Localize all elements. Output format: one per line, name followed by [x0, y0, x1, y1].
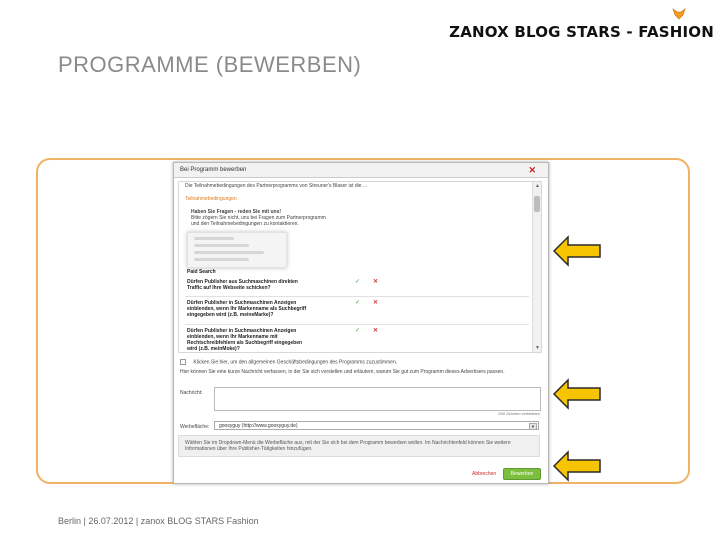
check-icon: ✓	[355, 328, 361, 334]
terms-link[interactable]: Teilnahmebedingungen	[185, 196, 237, 202]
brand-logo: ZANOX BLOG STARS - FASHION	[449, 23, 714, 41]
agree-checkbox[interactable]	[180, 359, 186, 365]
scroll-thumb[interactable]	[534, 196, 540, 212]
hint-box: Wählen Sie im Dropdown-Menü die Werbefläche aus, mit der Sie sich bei dem Programm bewerben wollen. Im Nachrichtenfeld können Sie weitere Informationen über Ihre Publisher-Tätigkeiten hinzufügen.	[178, 435, 540, 457]
terms-scroll-area[interactable]	[178, 181, 542, 353]
check-icon: ✓	[355, 279, 361, 285]
question-line: einblenden, wenn Ihr Markenname als Suchbegriff	[187, 306, 307, 312]
faq-block	[191, 209, 326, 227]
message-label: Nachricht:	[180, 390, 203, 396]
dialog-header	[174, 163, 548, 178]
dialog-title: Bei Programm bewerben	[180, 167, 247, 173]
chevron-down-icon[interactable]: ▼	[529, 423, 537, 430]
page-title: PROGRAMME (BEWERBEN)	[58, 52, 362, 77]
fox-head-icon	[672, 8, 686, 20]
close-icon[interactable]: ✕	[528, 165, 536, 175]
left-arrow-icon	[552, 377, 602, 411]
scrollbar[interactable]	[532, 182, 541, 352]
question-line: eingegeben wird (z.B. meineMarke)?	[187, 312, 274, 318]
apply-program-dialog	[173, 162, 549, 484]
cross-icon: ✕	[373, 300, 379, 306]
apply-button[interactable]: Bewerben	[503, 468, 541, 480]
cancel-link[interactable]: Abbrechen	[472, 471, 497, 477]
question-line: Traffic auf Ihre Webseite schicken?	[187, 285, 271, 291]
agree-terms-row	[180, 359, 397, 365]
section-title: Paid Search	[187, 269, 216, 275]
faq-line: Bitte zögern Sie nicht, uns bei Fragen zum Partnerprogramm	[191, 215, 326, 221]
question-line: Dürfen Publisher aus Suchmaschinen direkten	[187, 279, 298, 285]
left-arrow-icon	[552, 234, 602, 268]
message-textarea[interactable]	[214, 387, 541, 411]
adspace-selected: goosyguy (http://www.goosyguy.de)	[219, 423, 298, 429]
scroll-up-icon[interactable]: ▲	[535, 183, 540, 189]
contact-card-blurred	[187, 232, 287, 268]
faq-line: und den Teilnahmebedingungen zu kontaktieren.	[191, 221, 299, 227]
agree-label: Klicken Sie hier, um den allgemeinen Geschäftsbedingungen des Programms zuzustimmen.	[193, 359, 398, 366]
question-line: Dürfen Publisher in Suchmaschinen Anzeigen	[187, 328, 297, 334]
scroll-down-icon[interactable]: ▼	[535, 345, 540, 351]
question-line: Dürfen Publisher in Suchmaschinen Anzeigen	[187, 300, 297, 306]
faq-title: Haben Sie Fragen - reden Sie mit uns!	[191, 209, 282, 215]
message-intro: Hier können Sie eine kurze Nachricht verfassen, in der Sie sich vorstellen und erläutern, warum Sie gut zum Programm dieses Advertisers passen.	[180, 369, 505, 375]
left-arrow-icon	[552, 449, 602, 483]
cross-icon: ✕	[373, 328, 379, 334]
question-line: Rechtschreibfehlern als Suchbegriff eingegeben	[187, 340, 303, 346]
check-icon: ✓	[355, 300, 361, 306]
terms-cut-text: Die Teilnahmebedingungen des Partnerprogramms von Streuner's Blaser ist die ...	[185, 183, 368, 189]
question-line: wird (z.B. meinMoke)?	[187, 346, 240, 352]
adspace-select[interactable]	[214, 421, 539, 430]
cross-icon: ✕	[373, 279, 379, 285]
footer-text: Berlin | 26.07.2012 | zanox BLOG STARS Fashion	[58, 516, 259, 526]
char-count: 500 Zeichen verbleiben	[498, 411, 540, 416]
adspace-label: Werbefläche:	[180, 424, 210, 430]
question-line: einblenden, wenn Ihr Markenname mit	[187, 334, 278, 340]
